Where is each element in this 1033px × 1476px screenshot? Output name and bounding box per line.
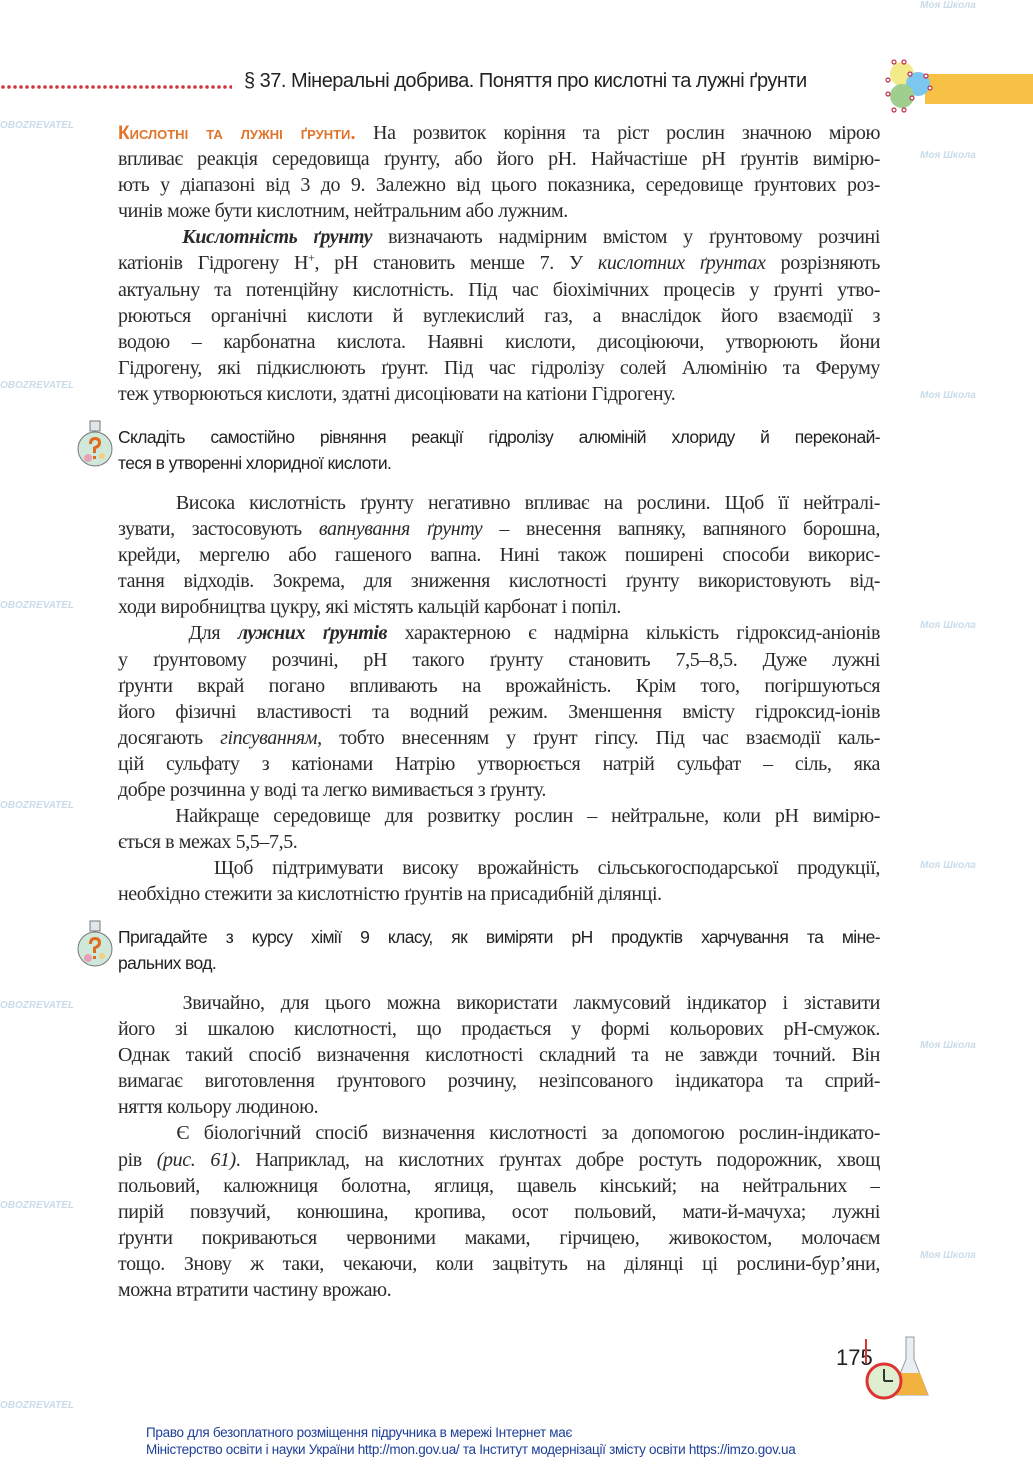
text-segment: , pH становить менше 7. У xyxy=(314,252,598,275)
text-segment: ральних вод. xyxy=(118,953,217,974)
emphasized-term: + xyxy=(308,250,315,265)
text-segment: ходи виробництва цукру, які містять кальцій карбонат і попіл. xyxy=(118,596,621,619)
text-line xyxy=(118,329,880,355)
text-segment: водою – карбонатна кислота. Наявні кислоти, дисоціюючи, утворюють йони xyxy=(118,330,880,353)
text-line xyxy=(118,647,880,673)
text-segment: Однак такий спосіб визначення кислотності складний та не завжди точний. Він xyxy=(118,1044,880,1067)
text-segment: , тобто внесенням у ґрунт гіпсу. Під час взаємодії каль- xyxy=(317,726,880,749)
text-segment: польовий, калюжниця болотна, яглиця, щавель кінський; на нейтральних – xyxy=(118,1174,880,1197)
text-segment: крейди, мергелю або гашеного вапна. Нині також поширені способи викорис- xyxy=(118,544,880,567)
text-segment: теж утворюються кислоти, здатні дисоціювати на катіони Гідрогену. xyxy=(118,382,676,405)
text-line xyxy=(118,803,880,829)
text-segment: Звичайно, для цього можна використати лакмусовий індикатор і зіставити xyxy=(118,992,880,1014)
text-segment: необхідно стежити за кислотністю ґрунтів на присадибній ділянці. xyxy=(118,883,662,906)
molecule-decoration-icon xyxy=(880,58,936,114)
text-segment: розрізняють xyxy=(765,252,880,275)
text-line xyxy=(118,198,880,224)
dotted-rule xyxy=(0,85,232,89)
text-line xyxy=(118,381,880,407)
text-line xyxy=(118,1199,880,1225)
text-segment: тощо. Знову ж таки, чекаючи, коли зацвітуть на ділянці ці рослини-бур’яни, xyxy=(118,1252,880,1275)
text-line xyxy=(118,172,880,198)
text-line xyxy=(118,277,880,303)
text-line xyxy=(118,424,880,450)
watermark: Моя Школа xyxy=(920,860,976,871)
text-segment: вимагає виготовлення ґрунтового розчину, незіпсованого індикатора та сприй- xyxy=(118,1070,880,1093)
text-segment: Гідрогену, які підкислюють ґрунт. Під час гідролізу солей Алюмінію та Феруму xyxy=(118,356,880,379)
text-line xyxy=(118,490,880,516)
text-segment: ґрунти вкрай погано впливають на врожайність. Крім того, погіршуються xyxy=(118,674,880,697)
text-segment: рів xyxy=(118,1148,157,1171)
emphasized-term: лужних ґрунтів xyxy=(237,622,388,645)
paragraph-block xyxy=(118,120,880,407)
question-box xyxy=(118,924,880,976)
watermark: OBOZREVATEL xyxy=(0,800,75,811)
text-segment: цій сульфату з катіонами Натрію утворюється натрій сульфат – сіль, яка xyxy=(118,752,880,775)
text-line xyxy=(118,516,880,542)
text-line xyxy=(118,568,880,594)
watermark: OBOZREVATEL xyxy=(0,600,75,611)
text-line xyxy=(118,146,880,172)
text-segment: Пригадайте з курсу хімії 9 класу, як виміряти pH продуктів харчування та міне- xyxy=(118,927,880,947)
text-line xyxy=(118,881,880,907)
text-segment: актуальну та потенційну кислотність. Під час біохімічних процесів у ґрунті утво- xyxy=(118,278,880,301)
text-line xyxy=(118,1225,880,1251)
text-segment: Щоб підтримувати високу врожайність сільськогосподарської продукції, xyxy=(118,857,880,880)
text-segment: впливає реакція середовища ґрунту, або його pH. Найчастіше pH ґрунтів вимірю- xyxy=(118,148,880,171)
text-line xyxy=(118,699,880,725)
text-line xyxy=(118,120,880,146)
text-line xyxy=(118,1173,880,1199)
text-segment: . Наприклад, на кислотних ґрунтах добре ростуть подорожник, хвощ xyxy=(235,1148,880,1171)
question-box xyxy=(118,424,880,476)
text-segment: катіонів Гідрогену H xyxy=(118,252,309,275)
text-segment: Складіть самостійно рівняння реакції гідролізу алюміній хлориду й переконай- xyxy=(118,427,880,447)
text-segment: Для xyxy=(118,622,238,645)
emphasized-term: (рис. 61) xyxy=(156,1148,236,1171)
emphasized-term: кислотних ґрунтах xyxy=(597,252,766,275)
text-segment: його зі шкалою кислотності, що продається у формі кольорових pH-смужок. xyxy=(118,1018,880,1041)
watermark: OBOZREVATEL xyxy=(0,120,75,131)
paragraph-block xyxy=(118,490,880,908)
text-segment: – внесення вапняку, вапняного борошна, xyxy=(482,518,880,541)
text-line xyxy=(118,990,880,1016)
text-segment: тання відходів. Зокрема, для зниження кислотності ґрунту використовують від- xyxy=(118,570,880,593)
footer-line-1: Право для безоплатного розміщення підручника в мережі Інтернет має xyxy=(146,1425,573,1440)
text-line xyxy=(118,303,880,329)
text-segment: досягають xyxy=(118,726,221,749)
text-line xyxy=(118,1042,880,1068)
text-line xyxy=(118,950,880,976)
text-line xyxy=(118,224,880,250)
text-segment: його фізичні властивості та водний режим. Зменшення вмісту гідроксид-іонів xyxy=(118,700,880,723)
watermark: OBOZREVATEL xyxy=(0,380,75,391)
text-line xyxy=(118,924,880,950)
watermark: Моя Школа xyxy=(920,620,976,631)
text-segment: добре розчинна у воді та легко вимивається з ґрунту. xyxy=(118,779,546,802)
text-segment: чинів може бути кислотним, нейтральним або лужним. xyxy=(118,200,568,223)
section-header-title: § 37. Мінеральні добрива. Поняття про кислотні та лужні ґрунти xyxy=(244,70,807,92)
text-line xyxy=(118,751,880,777)
text-line xyxy=(118,1068,880,1094)
text-segment: Є біологічний спосіб визначення кислотності за допомогою рослин-індикато- xyxy=(118,1122,880,1145)
watermark: Моя Школа xyxy=(920,1250,976,1261)
text-line xyxy=(118,355,880,381)
text-line xyxy=(118,1147,880,1173)
text-segment: у ґрунтовому розчині, pH такого ґрунту становить 7,5–8,5. Дуже лужні xyxy=(118,648,880,671)
text-line xyxy=(118,450,880,476)
text-line xyxy=(118,855,880,881)
text-segment: пирій повзучий, конюшина, кропива, осот польовий, мати-й-мачуха; лужні xyxy=(118,1200,880,1223)
text-segment: На розвиток коріння та ріст рослин значною мірою xyxy=(355,122,880,144)
watermark: Моя Школа xyxy=(920,150,976,161)
text-segment: визначають надмірним вмістом у ґрунтовому розчині xyxy=(372,226,880,249)
text-line xyxy=(118,829,880,855)
text-segment: ють у діапазоні від 3 до 9. Залежно від цього показника, середовище ґрунтових роз- xyxy=(118,174,880,197)
watermark: OBOZREVATEL xyxy=(0,1400,75,1411)
watermark: OBOZREVATEL xyxy=(0,1000,75,1011)
text-line xyxy=(118,725,880,751)
text-segment: Найкраще середовище для розвитку рослин – нейтральне, коли pH вимірю- xyxy=(118,805,880,828)
watermark: Моя Школа xyxy=(920,0,976,11)
page-number: 175 xyxy=(836,1345,873,1370)
emphasized-term: гіпсуванням xyxy=(220,726,318,749)
text-segment: ґрунти покриваються червоними маками, гірчицею, живокостом, молочаєм xyxy=(118,1226,880,1249)
text-segment: рюються органічні кислоти й вуглекислий газ, а внаслідок його взаємодії з xyxy=(118,304,880,327)
watermark: Моя Школа xyxy=(920,390,976,401)
text-segment: можна втратити частину врожаю. xyxy=(118,1279,392,1302)
text-line xyxy=(118,594,880,620)
text-line xyxy=(118,777,880,803)
text-segment: ється в межах 5,5–7,5. xyxy=(118,831,298,854)
paragraph-block xyxy=(118,990,880,1303)
text-line xyxy=(118,673,880,699)
text-line xyxy=(118,1277,880,1303)
section-heading: Кислотні та лужні ґрунти. xyxy=(118,123,356,144)
watermark: OBOZREVATEL xyxy=(0,1200,75,1211)
flask-clock-icon xyxy=(862,1335,934,1403)
text-line xyxy=(118,1251,880,1277)
text-line xyxy=(118,1120,880,1146)
text-segment: няття кольору людиною. xyxy=(118,1096,319,1119)
question-flask-icon xyxy=(74,420,116,468)
text-segment: характерною є надмірна кількість гідроксид-аніонів xyxy=(387,622,880,645)
header-color-band xyxy=(925,74,1033,104)
text-segment: теся в утворенні хлоридної кислоти. xyxy=(118,453,392,474)
text-line xyxy=(118,620,880,646)
text-line xyxy=(118,1094,880,1120)
text-line xyxy=(118,1016,880,1042)
text-line xyxy=(118,250,880,276)
question-flask-icon xyxy=(74,920,116,968)
watermark: Моя Школа xyxy=(920,1040,976,1051)
text-segment: зувати, застосовують xyxy=(118,518,319,541)
copyright-footer xyxy=(146,1424,795,1458)
text-segment: Висока кислотність ґрунту негативно впливає на рослини. Щоб її нейтралі- xyxy=(118,492,880,514)
text-line xyxy=(118,542,880,568)
text-segment xyxy=(118,226,182,248)
emphasized-term: вапнування ґрунту xyxy=(318,518,483,541)
emphasized-term: Кислотність ґрунту xyxy=(182,226,373,249)
footer-line-2: Міністерство освіти і науки України http://mon.gov.ua/ та Інститут модернізації змісту освіти https://imzo.gov.ua xyxy=(146,1442,796,1457)
